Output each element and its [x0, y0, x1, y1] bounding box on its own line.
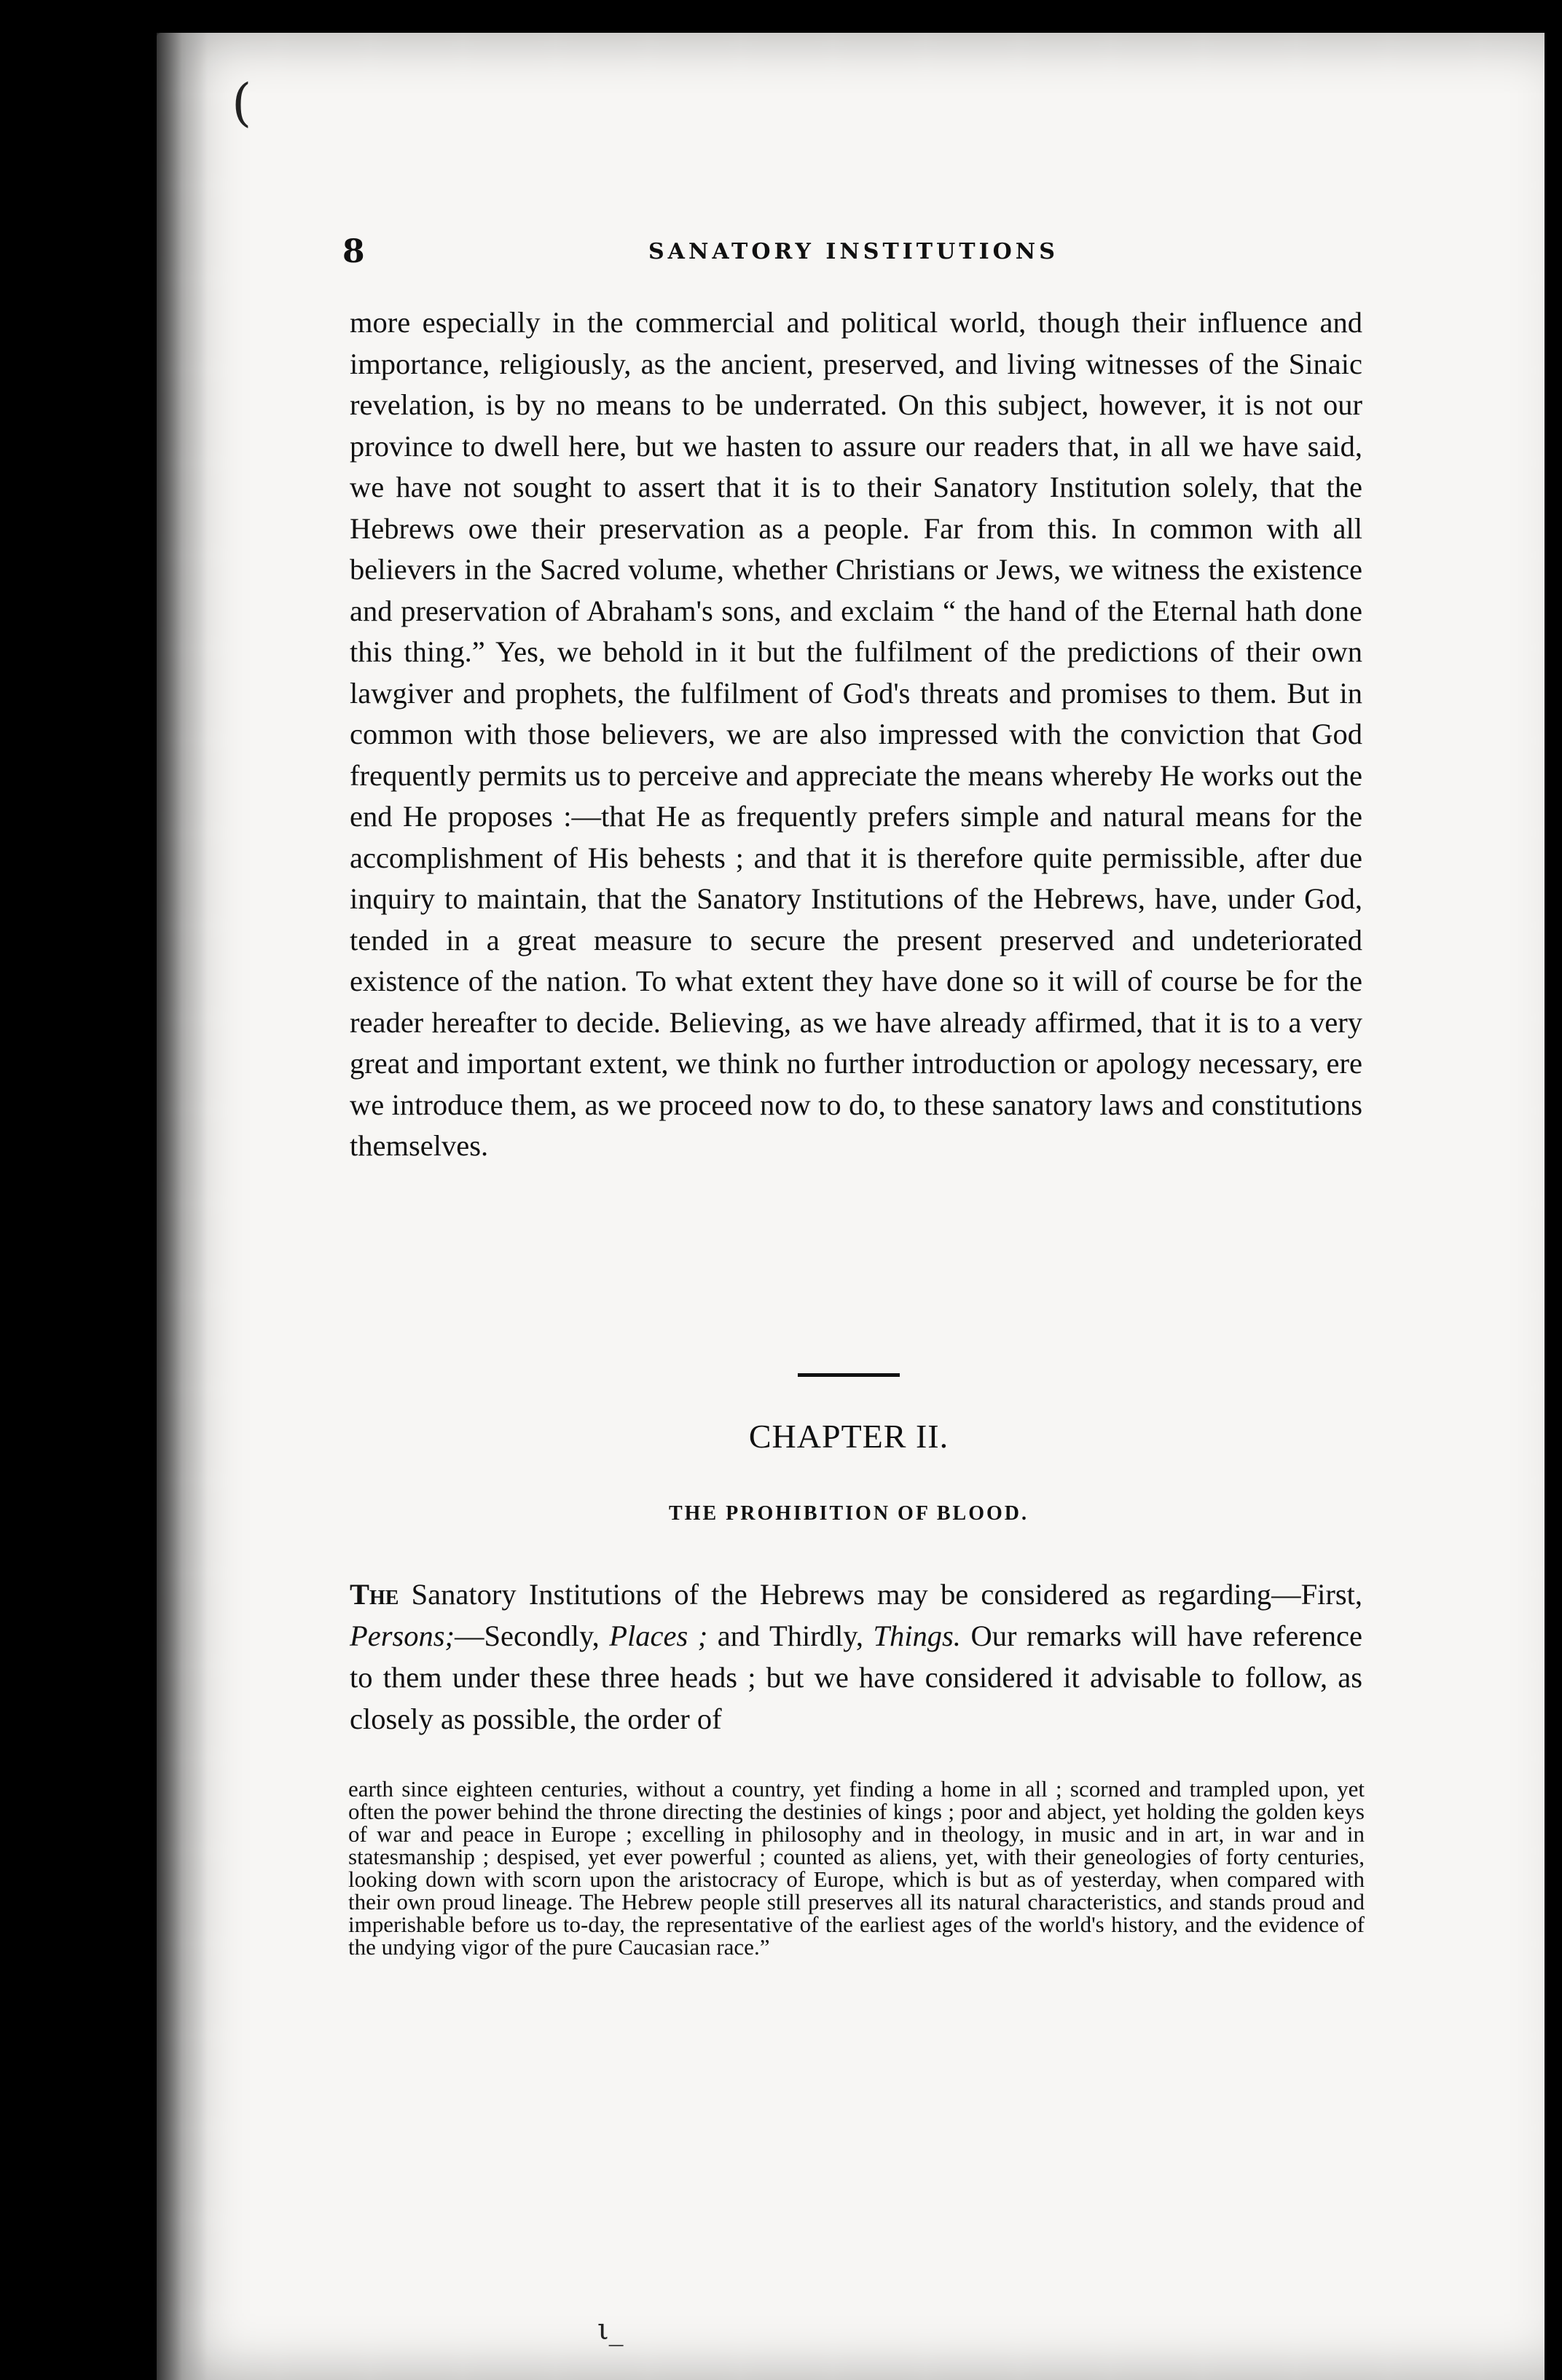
chapter-text-part: —Secondly, [455, 1619, 610, 1652]
section-divider [798, 1373, 900, 1377]
chapter-paragraph [350, 1574, 1362, 1740]
chapter-term-places: Places ; [609, 1619, 708, 1652]
chapter-title: CHAPTER II. [748, 1418, 949, 1455]
body-paragraph: more especially in the commercial and political world, though their influence and importance, religiously, as the ancient, preserved, and living witnesses of the Sinaic revelation, is by no means to be underrated. On this subject, however, it is not our province to dwell here, but we hasten to assure our readers that, in all we have said, we have not sought to assert that it is to their Sanatory Institution solely, that the Hebrews owe their preservation as a people. Far from this. In common with all believers in the Sacred volume, whether Christians or Jews, we witness the existence and preservation of Abraham's sons, and exclaim “ the hand of the Eternal hath done this thing.” Yes, we behold in it but the fulfilment of the predictions of their own lawgiver and prophets, the fulfilment of God's threats and promises to them. But in common with those believers, we are also impressed with the conviction that God frequently permits us to perceive and appreciate the means whereby He works out the end He proposes :—that He as frequently prefers simple and natural means for the accomplishment of His behests ; and that it is therefore quite permissible, after due inquiry to maintain, that the Sanatory Institutions of the Hebrews, have, under God, tended in a great measure to secure the present preserved and undeteriorated existence of the nation. To what extent they have done so it will of course be for the reader hereafter to decide. Believing, as we have already affirmed, that it is to a very great and important extent, we think no further introduction or apology necessary, ere we introduce them, as we proceed now to do, to these sanatory laws and constitutions themselves. [350, 306, 1362, 1162]
page-number: 8 [342, 233, 365, 270]
chapter-subtitle: THE PROHIBITION OF BLOOD. [668, 1502, 1029, 1525]
running-title: SANATORY INSTITUTIONS [648, 239, 1059, 264]
chapter-text-part: and Thirdly, [707, 1619, 874, 1652]
bottom-mark: ι_ [597, 2313, 624, 2346]
chapter-term-things: Things. [873, 1619, 961, 1652]
chapter-term-persons: Persons; [350, 1619, 455, 1652]
chapter-text-part: Our remarks will have reference to them under these three heads ; but we have considered it advisable to follow, as closely as possible, the order of [350, 1619, 1362, 1735]
footnote: earth since eighteen centuries, without a country, yet finding a home in all ; scorned and trampled upon, yet often the power behind the throne directing the destinies of kings ; poor and abject, yet holding the golden keys of war and peace in Europe ; excelling in philosophy and in theology, in music and in art, in war and in statesmanship ; despised, yet ever powerful ; counted as aliens, yet, with their geneologies of forty centuries, looking down with scorn upon the aristocracy of Europe, which is but as of yesterday, when compared with their own proud lineage. The Hebrew people still preserves all its natural characteristics, and stands proud and imperishable before us to-day, the representative of the earliest ages of the world's history, and the evidence of the undying vigor of the pure Caucasian race.” [348, 1776, 1365, 1960]
chapter-text-part: Sanatory Institutions of the Hebrews may be considered as regarding—First, [399, 1578, 1362, 1611]
bracket-mark: ( [232, 73, 252, 133]
chapter-lead-word: The [350, 1578, 399, 1611]
page-header [342, 233, 1362, 277]
page-edge-shadow [157, 33, 208, 2380]
